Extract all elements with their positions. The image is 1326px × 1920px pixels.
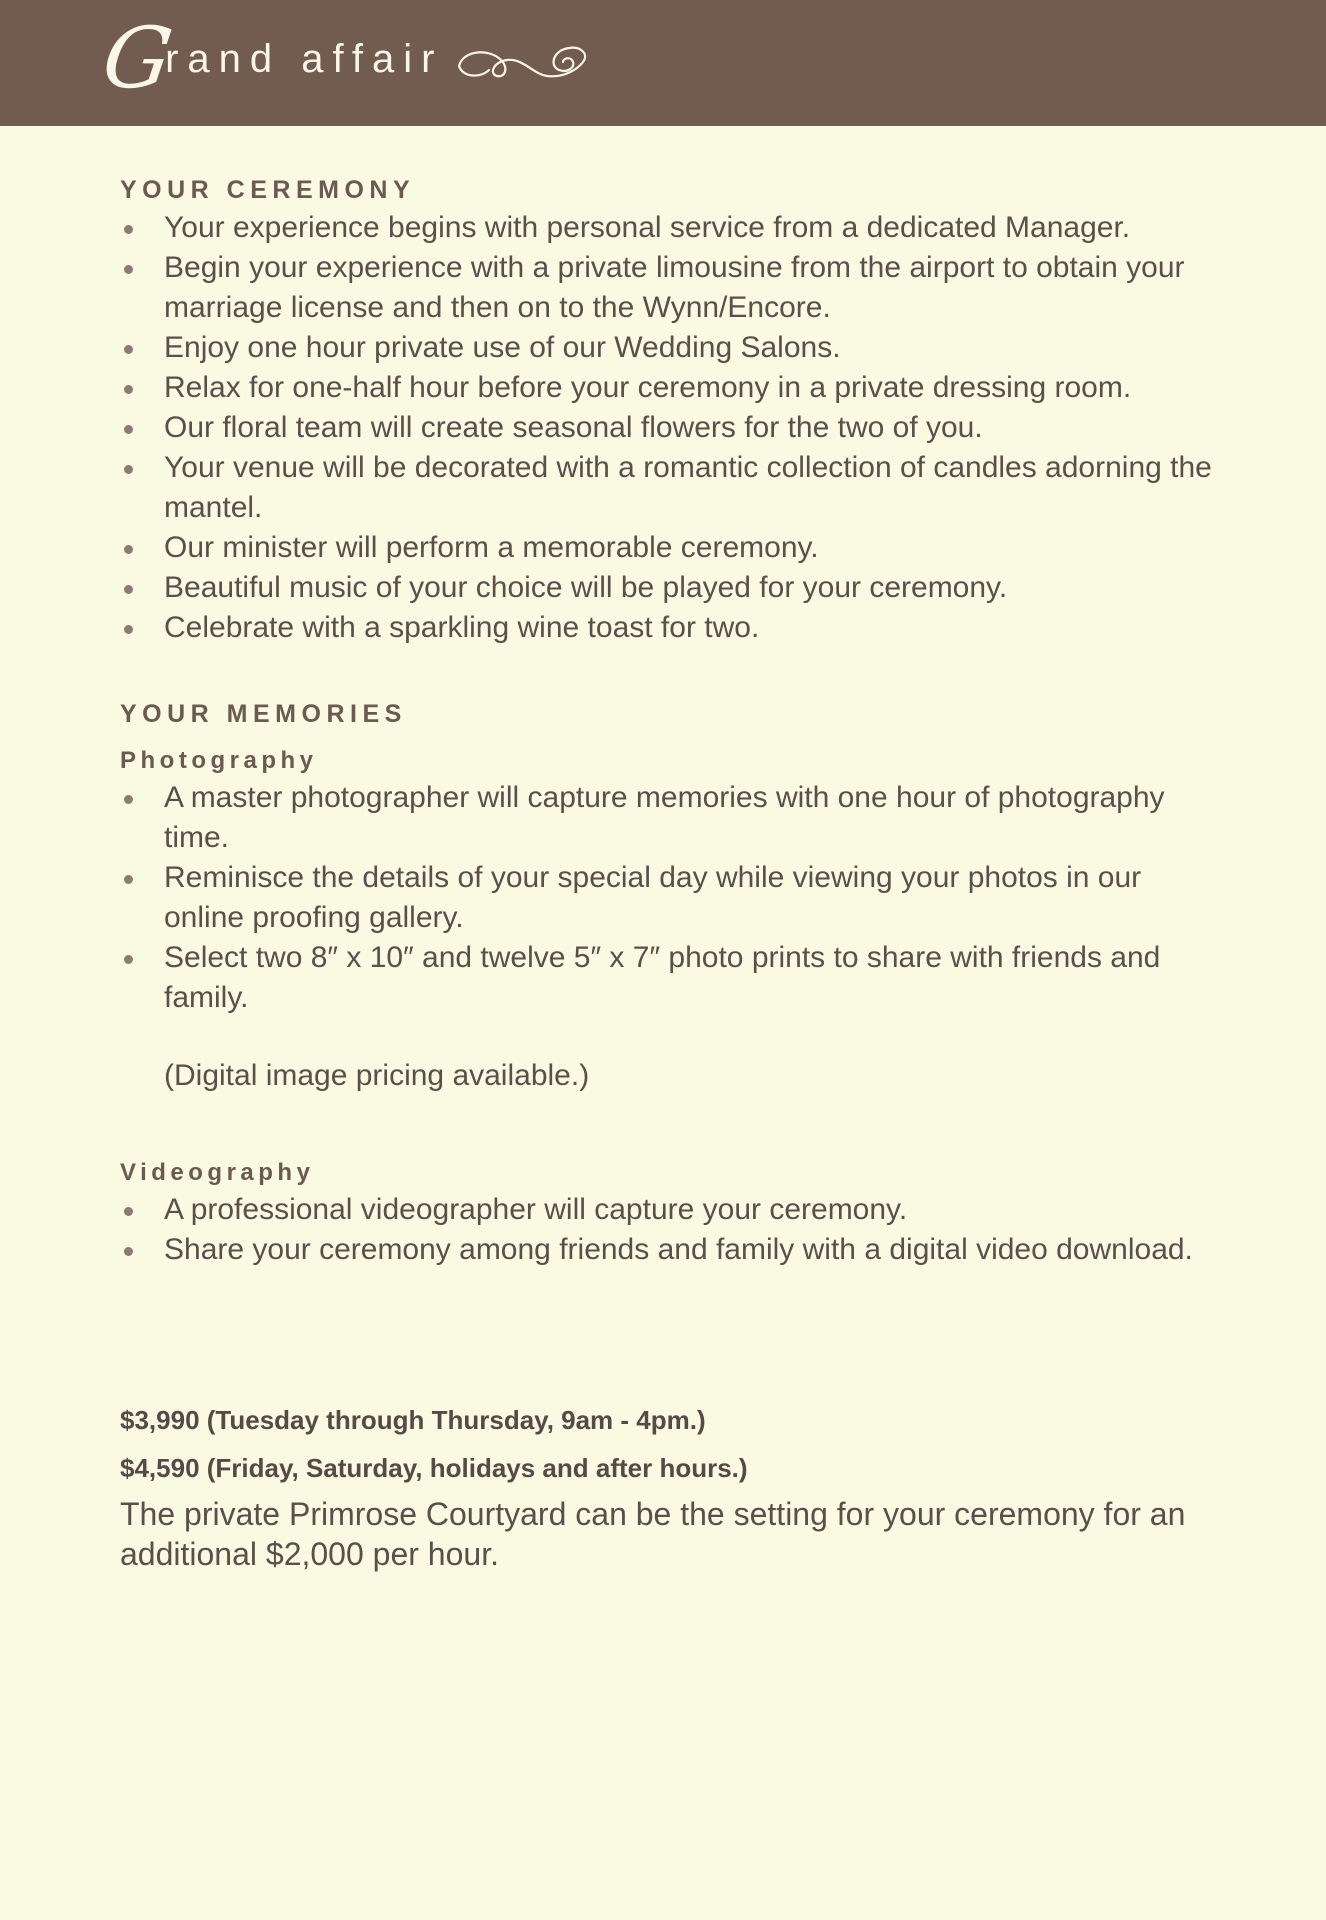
list-item: [120, 208, 1220, 248]
brand-name: rand affair: [165, 37, 444, 81]
bullet-icon: [124, 425, 133, 434]
list-item: [120, 778, 1220, 858]
list-item: [120, 408, 1220, 448]
bullet-icon: [124, 465, 133, 474]
list-item-text: A professional videographer will capture your ceremony.: [164, 1193, 908, 1226]
list-item-text: Your venue will be decorated with a romantic collection of candles adorning the mantel.: [164, 451, 1212, 524]
list-item: [120, 568, 1220, 608]
bullet-icon: [124, 1207, 133, 1216]
weekend-price: $4,590 (Friday, Saturday, holidays and after hours.): [120, 1453, 748, 1483]
bullet-icon: [124, 795, 133, 804]
bullet-icon: [124, 265, 133, 274]
list-item-text: Celebrate with a sparkling wine toast for two.: [164, 611, 760, 644]
list-item-text: Begin your experience with a private limousine from the airport to obtain your marriage license and then on to the Wynn/Encore.: [164, 251, 1185, 324]
ceremony-heading: YOUR CEREMONY: [120, 176, 416, 204]
list-item-text: Select two 8″ x 10″ and twelve 5″ x 7″ photo prints to share with friends and family.: [164, 941, 1161, 1014]
list-item: [120, 608, 1220, 648]
bullet-icon: [124, 385, 133, 394]
list-item-text: Your experience begins with personal service from a dedicated Manager.: [164, 211, 1131, 244]
main-content: [120, 172, 1220, 1574]
list-item: [120, 448, 1220, 528]
list-item-text: A master photographer will capture memories with one hour of photography time.: [164, 781, 1165, 854]
brand-initial: G: [97, 9, 178, 107]
list-item: [120, 248, 1220, 328]
videography-heading: Videography: [120, 1159, 315, 1186]
photography-list: [120, 778, 1220, 1018]
weekday-price: $3,990 (Tuesday through Thursday, 9am - 4pm.): [120, 1405, 706, 1435]
list-item: [120, 368, 1220, 408]
list-item: [120, 938, 1220, 1018]
bullet-icon: [124, 625, 133, 634]
flourish-icon: [453, 38, 593, 86]
photography-heading: Photography: [120, 747, 318, 774]
bullet-icon: [124, 545, 133, 554]
videography-list: [120, 1190, 1220, 1270]
list-item-text: Beautiful music of your choice will be played for your ceremony.: [164, 571, 1008, 604]
bullet-icon: [124, 955, 133, 964]
list-item-text: Enjoy one hour private use of our Wedding Salons.: [164, 331, 841, 364]
list-item-text: Our floral team will create seasonal flowers for the two of you.: [164, 411, 983, 444]
ceremony-list: [120, 208, 1220, 648]
list-item-text: Reminisce the details of your special day while viewing your photos in our online proofing gallery.: [164, 861, 1142, 934]
digital-pricing-note: (Digital image pricing available.): [164, 1059, 590, 1092]
courtyard-note: The private Primrose Courtyard can be the setting for your ceremony for an additional $2,000 per hour.: [120, 1496, 1186, 1572]
bullet-icon: [124, 585, 133, 594]
bullet-icon: [124, 1247, 133, 1256]
list-item: [120, 328, 1220, 368]
list-item: [120, 858, 1220, 938]
header-banner: [0, 0, 1326, 126]
list-item-text: Our minister will perform a memorable ceremony.: [164, 531, 819, 564]
list-item: [120, 528, 1220, 568]
memories-heading: YOUR MEMORIES: [120, 700, 407, 728]
list-item-text: Share your ceremony among friends and family with a digital video download.: [164, 1233, 1193, 1266]
bullet-icon: [124, 345, 133, 354]
bullet-icon: [124, 225, 133, 234]
bullet-icon: [124, 875, 133, 884]
list-item: [120, 1190, 1220, 1230]
list-item: [120, 1230, 1220, 1270]
list-item-text: Relax for one-half hour before your ceremony in a private dressing room.: [164, 371, 1132, 404]
brand-logo: [97, 9, 593, 107]
